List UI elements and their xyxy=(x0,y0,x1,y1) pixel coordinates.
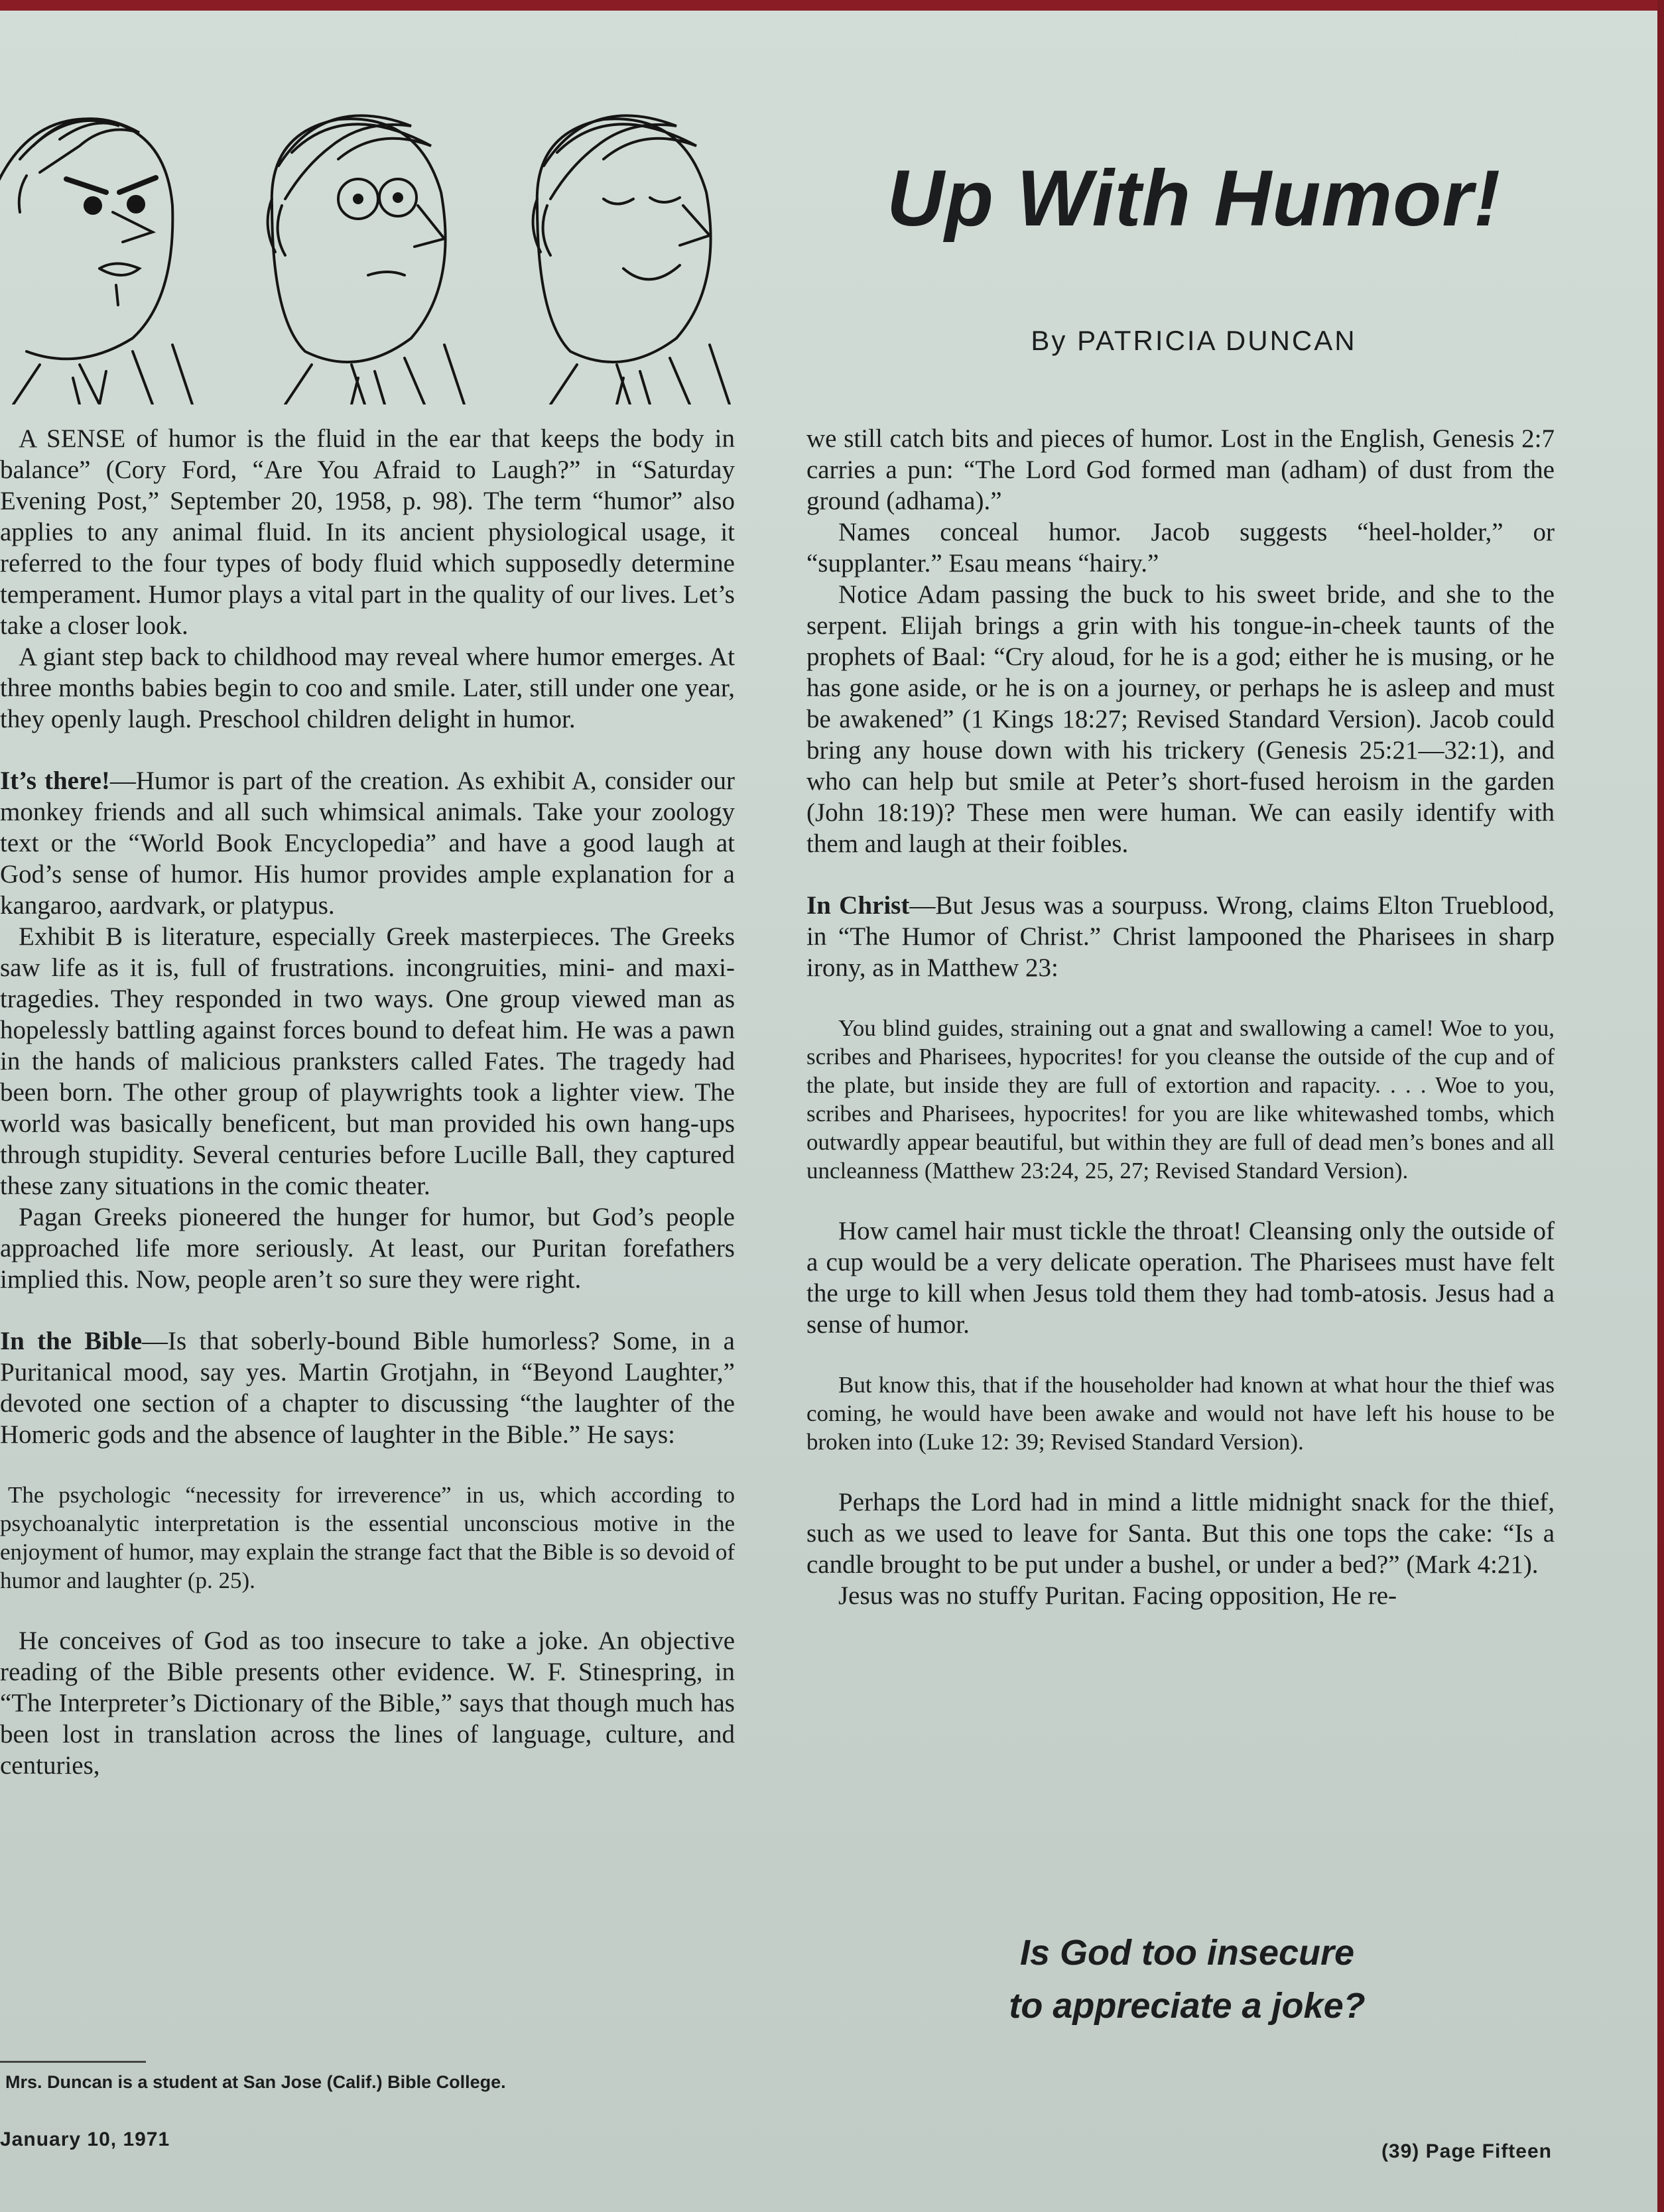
angry-face-drawing xyxy=(0,119,192,404)
paragraph-text: Jesus was no stuffy Puritan. Facing opposition, He re- xyxy=(838,1581,1397,1610)
paragraph-text: A giant step back to childhood may reveal where humor emerges. At three months babies begin to coo and smile. Later, still under one year, they openly laugh. Preschool children delight in humor. xyxy=(0,643,735,733)
paragraph-text: we still catch bits and pieces of humor. Lost in the English, Genesis 2:7 carries a pun: “The Lord God formed man (adham) of dust from the ground (adhama).” xyxy=(806,424,1555,515)
body-paragraph xyxy=(0,1325,735,1450)
paragraph-text: —Humor is part of the creation. As exhibit A, consider our monkey friends and all such whimsical animals. Take your zoology text or the “World Book Encyclopedia” and have a good laugh at God’s sense of humor. His humor provides ample explanation for a kangaroo, aardvark, or platypus. xyxy=(0,767,735,920)
body-paragraph xyxy=(0,921,735,1201)
author-footnote: Mrs. Duncan is a student at San Jose (Calif.) Bible College. xyxy=(5,2072,506,2092)
paragraph-text: —Is that soberly-bound Bible humorless? Some, in a Puritanical mood, say yes. Martin Grotjahn, in “Beyond Laughter,” devoted one section of a chapter to discussing “the laughter of the Homeric gods and the absence of laughter in the Bible.” He says: xyxy=(0,1327,735,1449)
block-quote: You blind guides, straining out a gnat and swallowing a camel! Woe to you, scribes and Pharisees, hypocrites! for you cleanse the outside of the cup and of the plate, but inside they are full of extortion and rapacity. . . . Woe to you, scribes and Pharisees, hypocrites! for you are like whitewashed tombs, which outwardly appear beautiful, but within they are full of dead men’s bones and all uncleanness (Matthew 23:24, 25, 27; Revised Standard Version). xyxy=(806,1015,1555,1184)
body-paragraph xyxy=(806,579,1555,859)
paragraph-text: Perhaps the Lord had in mind a little midnight snack for the thief, such as we used to leave for Santa. But this one tops the cake: “Is a candle brought to be put under a bushel, or under a bed?” (Mark 4:21). xyxy=(806,1488,1555,1579)
surprised-face-drawing xyxy=(268,115,464,404)
body-paragraph xyxy=(806,1487,1555,1580)
block-quote: The psychologic “necessity for irreverence” in us, which according to psychoanalytic interpretation is the essential unconscious motive in the enjoyment of humor, may explain the strange fact that the Bible is so devoid of humor and laughter (p. 25). xyxy=(0,1482,735,1593)
three-cartoon-faces-illustration xyxy=(0,99,746,404)
body-paragraph xyxy=(806,890,1555,983)
paragraph-text: Exhibit B is literature, especially Greek masterpieces. The Greeks saw life as it is, full of frustrations. incongruities, mini- and maxi-tragedies. They responded in two ways. One group viewed man as hopelessly battling against forces bound to defeat him. He was a pawn in the hands of malicious pranksters called Fates. The tragedy had been born. The other group of playwrights took a lighter view. The world was basically beneficent, but man provided his own hang-ups through stupidity. Several centuries before Lucille Ball, they captured these zany situations in the comic theater. xyxy=(0,922,735,1200)
body-paragraph xyxy=(806,423,1555,517)
run-in-heading: In the Bible xyxy=(0,1327,143,1355)
pull-quote-line: to appreciate a joke? xyxy=(1009,1986,1366,2026)
article-title: Up With Humor! xyxy=(886,154,1502,243)
body-paragraph xyxy=(806,517,1555,579)
magazine-top-edge xyxy=(0,0,1664,11)
smiling-face-drawing xyxy=(533,115,730,404)
body-paragraph xyxy=(806,1580,1555,1611)
folio-page-number: (39) Page Fifteen xyxy=(1381,2140,1552,2162)
paragraph-text: —But Jesus was a sourpuss. Wrong, claims Elton Trueblood, in “The Humor of Christ.” Christ lampooned the Pharisees in sharp irony, as in Matthew 23: xyxy=(806,891,1555,982)
left-text-column xyxy=(0,423,735,1781)
footnote-divider xyxy=(0,2061,146,2063)
right-text-column xyxy=(806,423,1555,1611)
magazine-right-edge xyxy=(1657,0,1664,2212)
block-quote: But know this, that if the householder had known at what hour the thief was coming, he would have been awake and would not have left his house to be broken into (Luke 12: 39; Revised Standard Version). xyxy=(806,1372,1555,1455)
paragraph-text: Pagan Greeks pioneered the hunger for humor, but God’s people approached life more seriously. At least, our Puritan forefathers implied this. Now, people aren’t so sure they were right. xyxy=(0,1203,735,1294)
body-paragraph xyxy=(0,641,735,735)
body-paragraph xyxy=(0,1201,735,1295)
run-in-heading: In Christ xyxy=(806,891,910,920)
pull-quote-line: Is God too insecure xyxy=(1019,1933,1355,1973)
paragraph-text: He conceives of God as too insecure to take a joke. An objective reading of the Bible presents other evidence. W. F. Stinespring, in “The Interpreter’s Dictionary of the Bible,” says that though much has been lost in translation across the lines of language, culture, and centuries, xyxy=(0,1627,735,1780)
body-paragraph xyxy=(0,765,735,921)
run-in-heading: It’s there! xyxy=(0,767,110,795)
paragraph-text: Notice Adam passing the buck to his sweet bride, and she to the serpent. Elijah brings a grin with his tongue-in-cheek taunts of the prophets of Baal: “Cry aloud, for he is a god; either he is musing, or he has gone aside, or he is on a journey, or perhaps he is asleep and must be awakened” (1 Kings 18:27; Revised Standard Version). Jacob could bring any house down with his trickery (Genesis 25:21—32:1), and who can help but smile at Peter’s short-fused heroism in the garden (John 18:19)? These men were human. We can easily identify with them and laugh at their foibles. xyxy=(806,580,1555,858)
paragraph-text: How camel hair must tickle the throat! Cleansing only the outside of a cup would be a very delicate operation. The Pharisees must have felt the urge to kill when Jesus told them they had tomb-atosis. Jesus had a sense of humor. xyxy=(806,1217,1555,1339)
body-paragraph xyxy=(0,423,735,641)
body-paragraph xyxy=(806,1215,1555,1340)
pull-quote xyxy=(882,1926,1492,2032)
paragraph-text: A SENSE of humor is the fluid in the ear that keeps the body in balance” (Cory Ford, “Are You Afraid to Laugh?” in “Saturday Evening Post,” September 20, 1958, p. 98). The term “humor” also applies to any animal fluid. In its ancient physiological usage, it referred to the four types of body fluid which supposedly determine temperament. Humor plays a vital part in the quality of our lives. Let’s take a closer look. xyxy=(0,424,735,640)
article-byline: By PATRICIA DUNCAN xyxy=(1031,325,1357,356)
folio-date: January 10, 1971 xyxy=(0,2128,170,2150)
body-paragraph xyxy=(0,1625,735,1781)
paragraph-text: Names conceal humor. Jacob suggests “heel-holder,” or “supplanter.” Esau means “hairy.” xyxy=(806,518,1555,578)
